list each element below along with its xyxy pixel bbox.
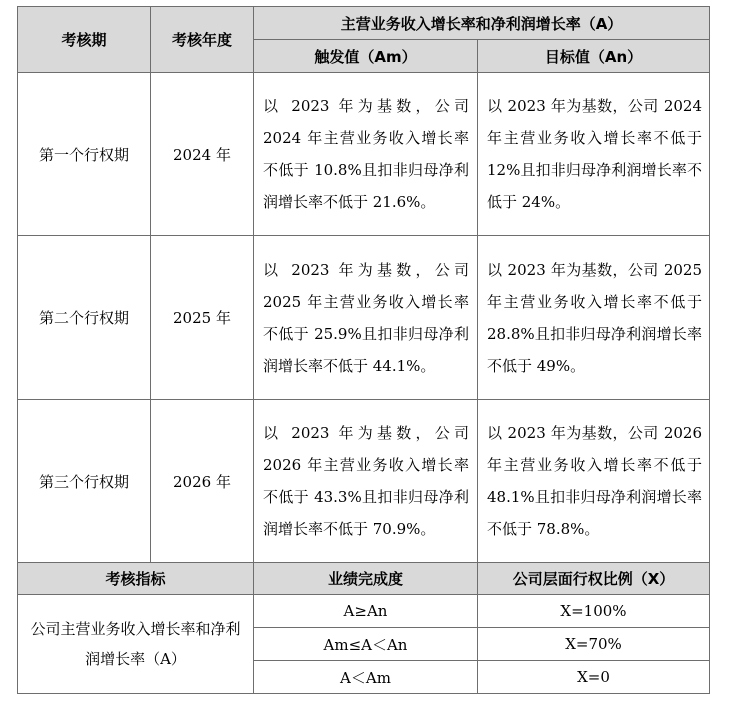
- row-target-condition: 以 2023 年为基数，公司 2026 年主营业务收入增长率不低于 48.1%且扣非归母净利润增长率不低于 78.8%。: [478, 400, 710, 563]
- header-target-value: 目标值（An）: [478, 40, 710, 73]
- row-target-condition: 以 2023 年为基数，公司 2024 年主营业务收入增长率不低于 12%且扣非归母净利润增长率不低于 24%。: [478, 73, 710, 236]
- header-indicator: 考核指标: [18, 563, 254, 595]
- header-period: 考核期: [18, 7, 151, 73]
- indicator-label: 公司主营业务收入增长率和净利润增长率（A）: [18, 595, 254, 694]
- row-period: 第一个行权期: [18, 73, 151, 236]
- table-row: [18, 400, 710, 563]
- row-year: 2025 年: [151, 236, 254, 400]
- completion-value: Am≤A＜An: [254, 628, 478, 661]
- table-row: [18, 73, 710, 236]
- header-growth-rate-group: 主营业务收入增长率和净利润增长率（A）: [254, 7, 710, 40]
- header-year: 考核年度: [151, 7, 254, 73]
- completion-value: A＜Am: [254, 661, 478, 694]
- row-year: 2024 年: [151, 73, 254, 236]
- performance-assessment-table: [17, 6, 710, 694]
- table-row: [18, 595, 710, 628]
- row-period: 第三个行权期: [18, 400, 151, 563]
- row-year: 2026 年: [151, 400, 254, 563]
- row-trigger-condition: 以 2023 年为基数，公司 2024 年主营业务收入增长率不低于 10.8%且扣非归母净利润增长率不低于 21.6%。: [254, 73, 478, 236]
- exercise-ratio-value: X=0: [478, 661, 710, 694]
- header-trigger-value: 触发值（Am）: [254, 40, 478, 73]
- row-trigger-condition: 以 2023 年为基数，公司 2025 年主营业务收入增长率不低于 25.9%且扣非归母净利润增长率不低于 44.1%。: [254, 236, 478, 400]
- header-exercise-ratio: 公司层面行权比例（X）: [478, 563, 710, 595]
- row-trigger-condition: 以 2023 年为基数，公司 2026 年主营业务收入增长率不低于 43.3%且扣非归母净利润增长率不低于 70.9%。: [254, 400, 478, 563]
- completion-value: A≥An: [254, 595, 478, 628]
- exercise-ratio-value: X=70%: [478, 628, 710, 661]
- header-completion: 业绩完成度: [254, 563, 478, 595]
- row-period: 第二个行权期: [18, 236, 151, 400]
- exercise-ratio-value: X=100%: [478, 595, 710, 628]
- row-target-condition: 以 2023 年为基数，公司 2025 年主营业务收入增长率不低于 28.8%且扣非归母净利润增长率不低于 49%。: [478, 236, 710, 400]
- table-row: [18, 236, 710, 400]
